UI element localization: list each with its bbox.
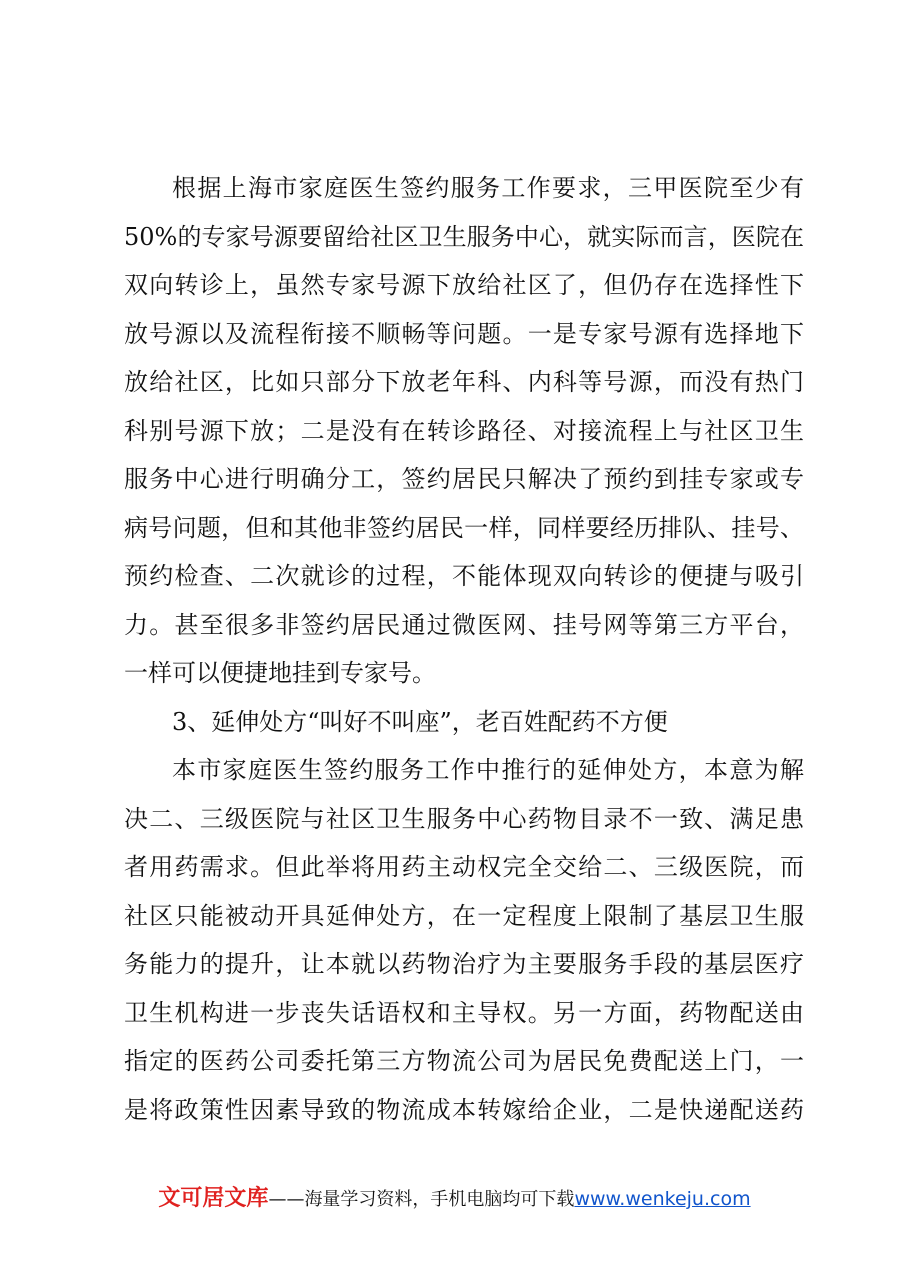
text-line: 社区只能被动开具延伸处方，在一定程度上限制了基层卫生服 (124, 901, 804, 930)
text-line: 3、延伸处方“叫好不叫座”，老百姓配药不方便 (172, 707, 668, 736)
text-line: 放给社区，比如只部分下放老年科、内科等号源，而没有热门 (124, 368, 804, 396)
text-line: 根据上海市家庭医生签约服务工作要求，三甲医院至少有 (172, 174, 804, 202)
footer-url-link[interactable]: www.wenkeju.com (574, 1188, 751, 1210)
text-line: 指定的医药公司委托第三方物流公司为居民免费配送上门，一 (124, 1047, 804, 1075)
text-line: 病号问题，但和其他非签约居民一样，同样要经历排队、挂号、 (124, 513, 804, 542)
footer-tagline: ——海量学习资料，手机电脑均可下载 (268, 1189, 575, 1210)
text-line: 本市家庭医生签约服务工作中推行的延伸处方，本意为解 (172, 756, 804, 784)
body-text (124, 164, 804, 1134)
text-line: 务能力的提升，让本就以药物治疗为主要服务手段的基层医疗 (124, 950, 804, 978)
text-line: 者用药需求。但此举将用药主动权完全交给二、三级医院，而 (124, 853, 804, 881)
text-line: 决二、三级医院与社区卫生服务中心药物目录不一致、满足患 (124, 804, 804, 833)
text-line: 一样可以便捷地挂到专家号。 (124, 659, 436, 687)
text-line: 放号源以及流程衔接不顺畅等问题。一是专家号源有选择地下 (124, 319, 804, 348)
text-line: 是将政策性因素导致的物流成本转嫁给企业，二是快递配送药 (124, 1095, 804, 1124)
footer-brand: 文可居文库 (158, 1186, 269, 1211)
text-line: 服务中心进行明确分工，签约居民只解决了预约到挂专家或专 (124, 465, 804, 493)
text-line: 力。甚至很多非签约居民通过微医网、挂号网等第三方平台， (124, 610, 804, 639)
text-line: 卫生机构进一步丧失话语权和主导权。另一方面，药物配送由 (124, 998, 804, 1027)
text-line: 预约检查、二次就诊的过程，不能体现双向转诊的便捷与吸引 (124, 562, 804, 590)
text-line: 科别号源下放；二是没有在转诊路径、对接流程上与社区卫生 (124, 416, 804, 445)
text-line: 双向转诊上，虽然专家号源下放给社区了，但仍存在选择性下 (124, 271, 804, 299)
footer (0, 1181, 909, 1212)
text-line: 50%的专家号源要留给社区卫生服务中心，就实际而言，医院在 (124, 222, 804, 251)
